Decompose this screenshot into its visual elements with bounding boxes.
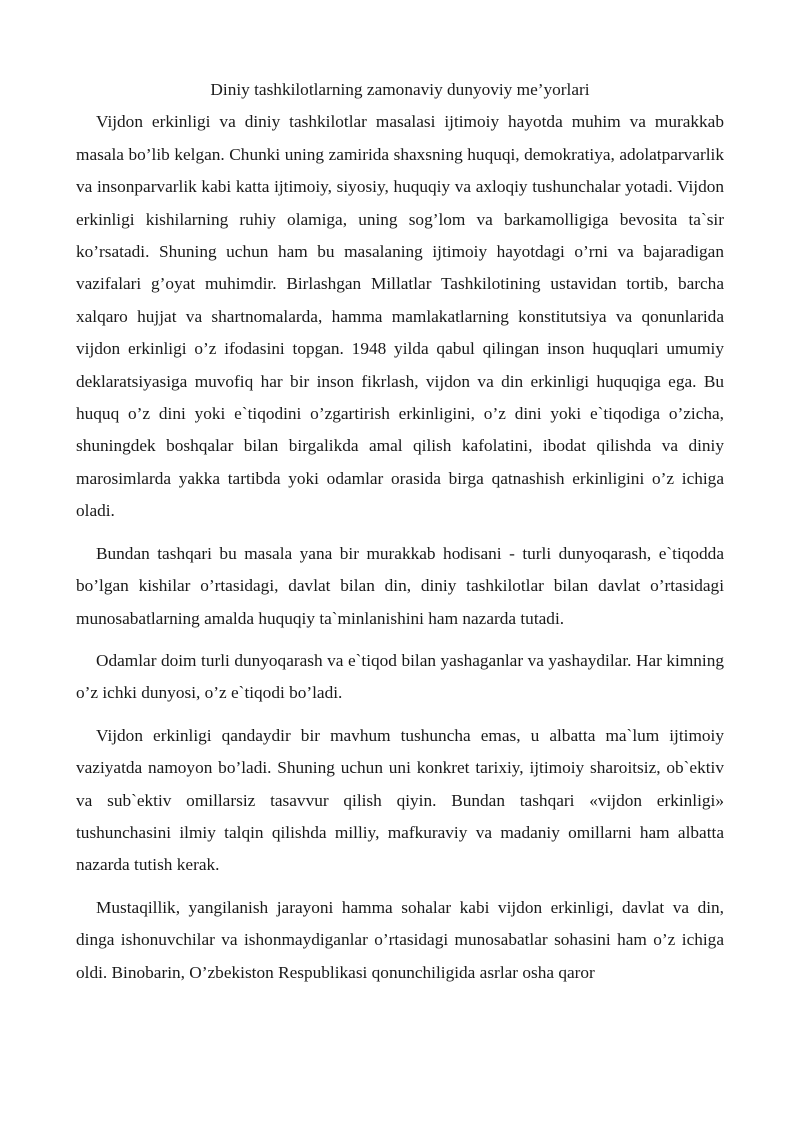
paragraph: Odamlar doim turli dunyoqarash va e`tiqod bilan yashaganlar va yashaydilar. Har kimning o’z ichki dunyosi, o’z e`tiqodi bo’ladi. [76,650,724,703]
document-page [76,74,724,989]
paragraph: Vijdon erkinligi va diniy tashkilotlar masalasi ijtimoiy hayotda muhim va murakkab masala bo’lib kelgan. Chunki uning zamirida shaxsning huquqi, demokratiya, adolatparvarlik va insonparvarlik kabi katta ijtimoiy, siyosiy, huquqiy va axloqiy tushunchalar yotadi. Vijdon erkinligi kishilarning ruhiy olamiga, uning sog’lom va barkamolligiga bevosita ta`sir ko’rsatadi. Shuning uchun ham bu masalaning ijtimoiy hayotdagi o’rni va bajaradigan vazifalari g’oyat muhimdir. Birlashgan Millatlar Tashkilotining ustavidan tortib, barcha xalqaro hujjat va shartnomalarda, hamma mamlakatlarning konstitutsiya va qonunlarida vijdon erkinligi o’z ifodasini topgan. 1948 yilda qabul qilingan inson huquqlari umumiy deklaratsiyasiga muvofiq har bir inson fikrlash, vijdon va din erkinligi huquqiga ega. Bu huquq o’z dini yoki e`tiqodini o’zgartirish erkinligini, o’z dini yoki e`tiqodiga o’zicha, shuningdek boshqalar bilan birgalikda amal qilish kafolatini, ibodat qilishda va diniy marosimlarda yakka tartibda yoki odamlar orasida birga qatnashish erkinligini o’z ichiga oladi. [76,112,724,521]
document-title: Diniy tashkilotlarning zamonaviy dunyoviy me’yorlari [210,80,590,99]
paragraph: Bundan tashqari bu masala yana bir murakkab hodisani - turli dunyoqarash, e`tiqodda bo’lgan kishilar o’rtasidagi, davlat bilan din, diniy tashkilotlar bilan davlat o’rtasidagi munosabatlarning amalda huquqiy ta`minlanishini ham nazarda tutadi. [76,543,724,628]
paragraph: Vijdon erkinligi qandaydir bir mavhum tushuncha emas, u albatta ma`lum ijtimoiy vaziyatda namoyon bo’ladi. Shuning uchun uni konkret tarixiy, ijtimoiy sharoitsiz, ob`ektiv va sub`ektiv omillarsiz tasavvur qilish qiyin. Bundan tashqari «vijdon erkinligi» tushunchasini ilmiy talqin qilishda milliy, mafkuraviy va madaniy omillarni ham albatta nazarda tutish kerak. [76,725,724,875]
paragraph: Mustaqillik, yangilanish jarayoni hamma sohalar kabi vijdon erkinligi, davlat va din, dinga ishonuvchilar va ishonmaydiganlar o’rtasidagi munosabatlar sohasini ham o’z ichiga oldi. Binobarin, O’zbekiston Respublikasi qonunchiligida asrlar osha qaror [76,897,724,982]
